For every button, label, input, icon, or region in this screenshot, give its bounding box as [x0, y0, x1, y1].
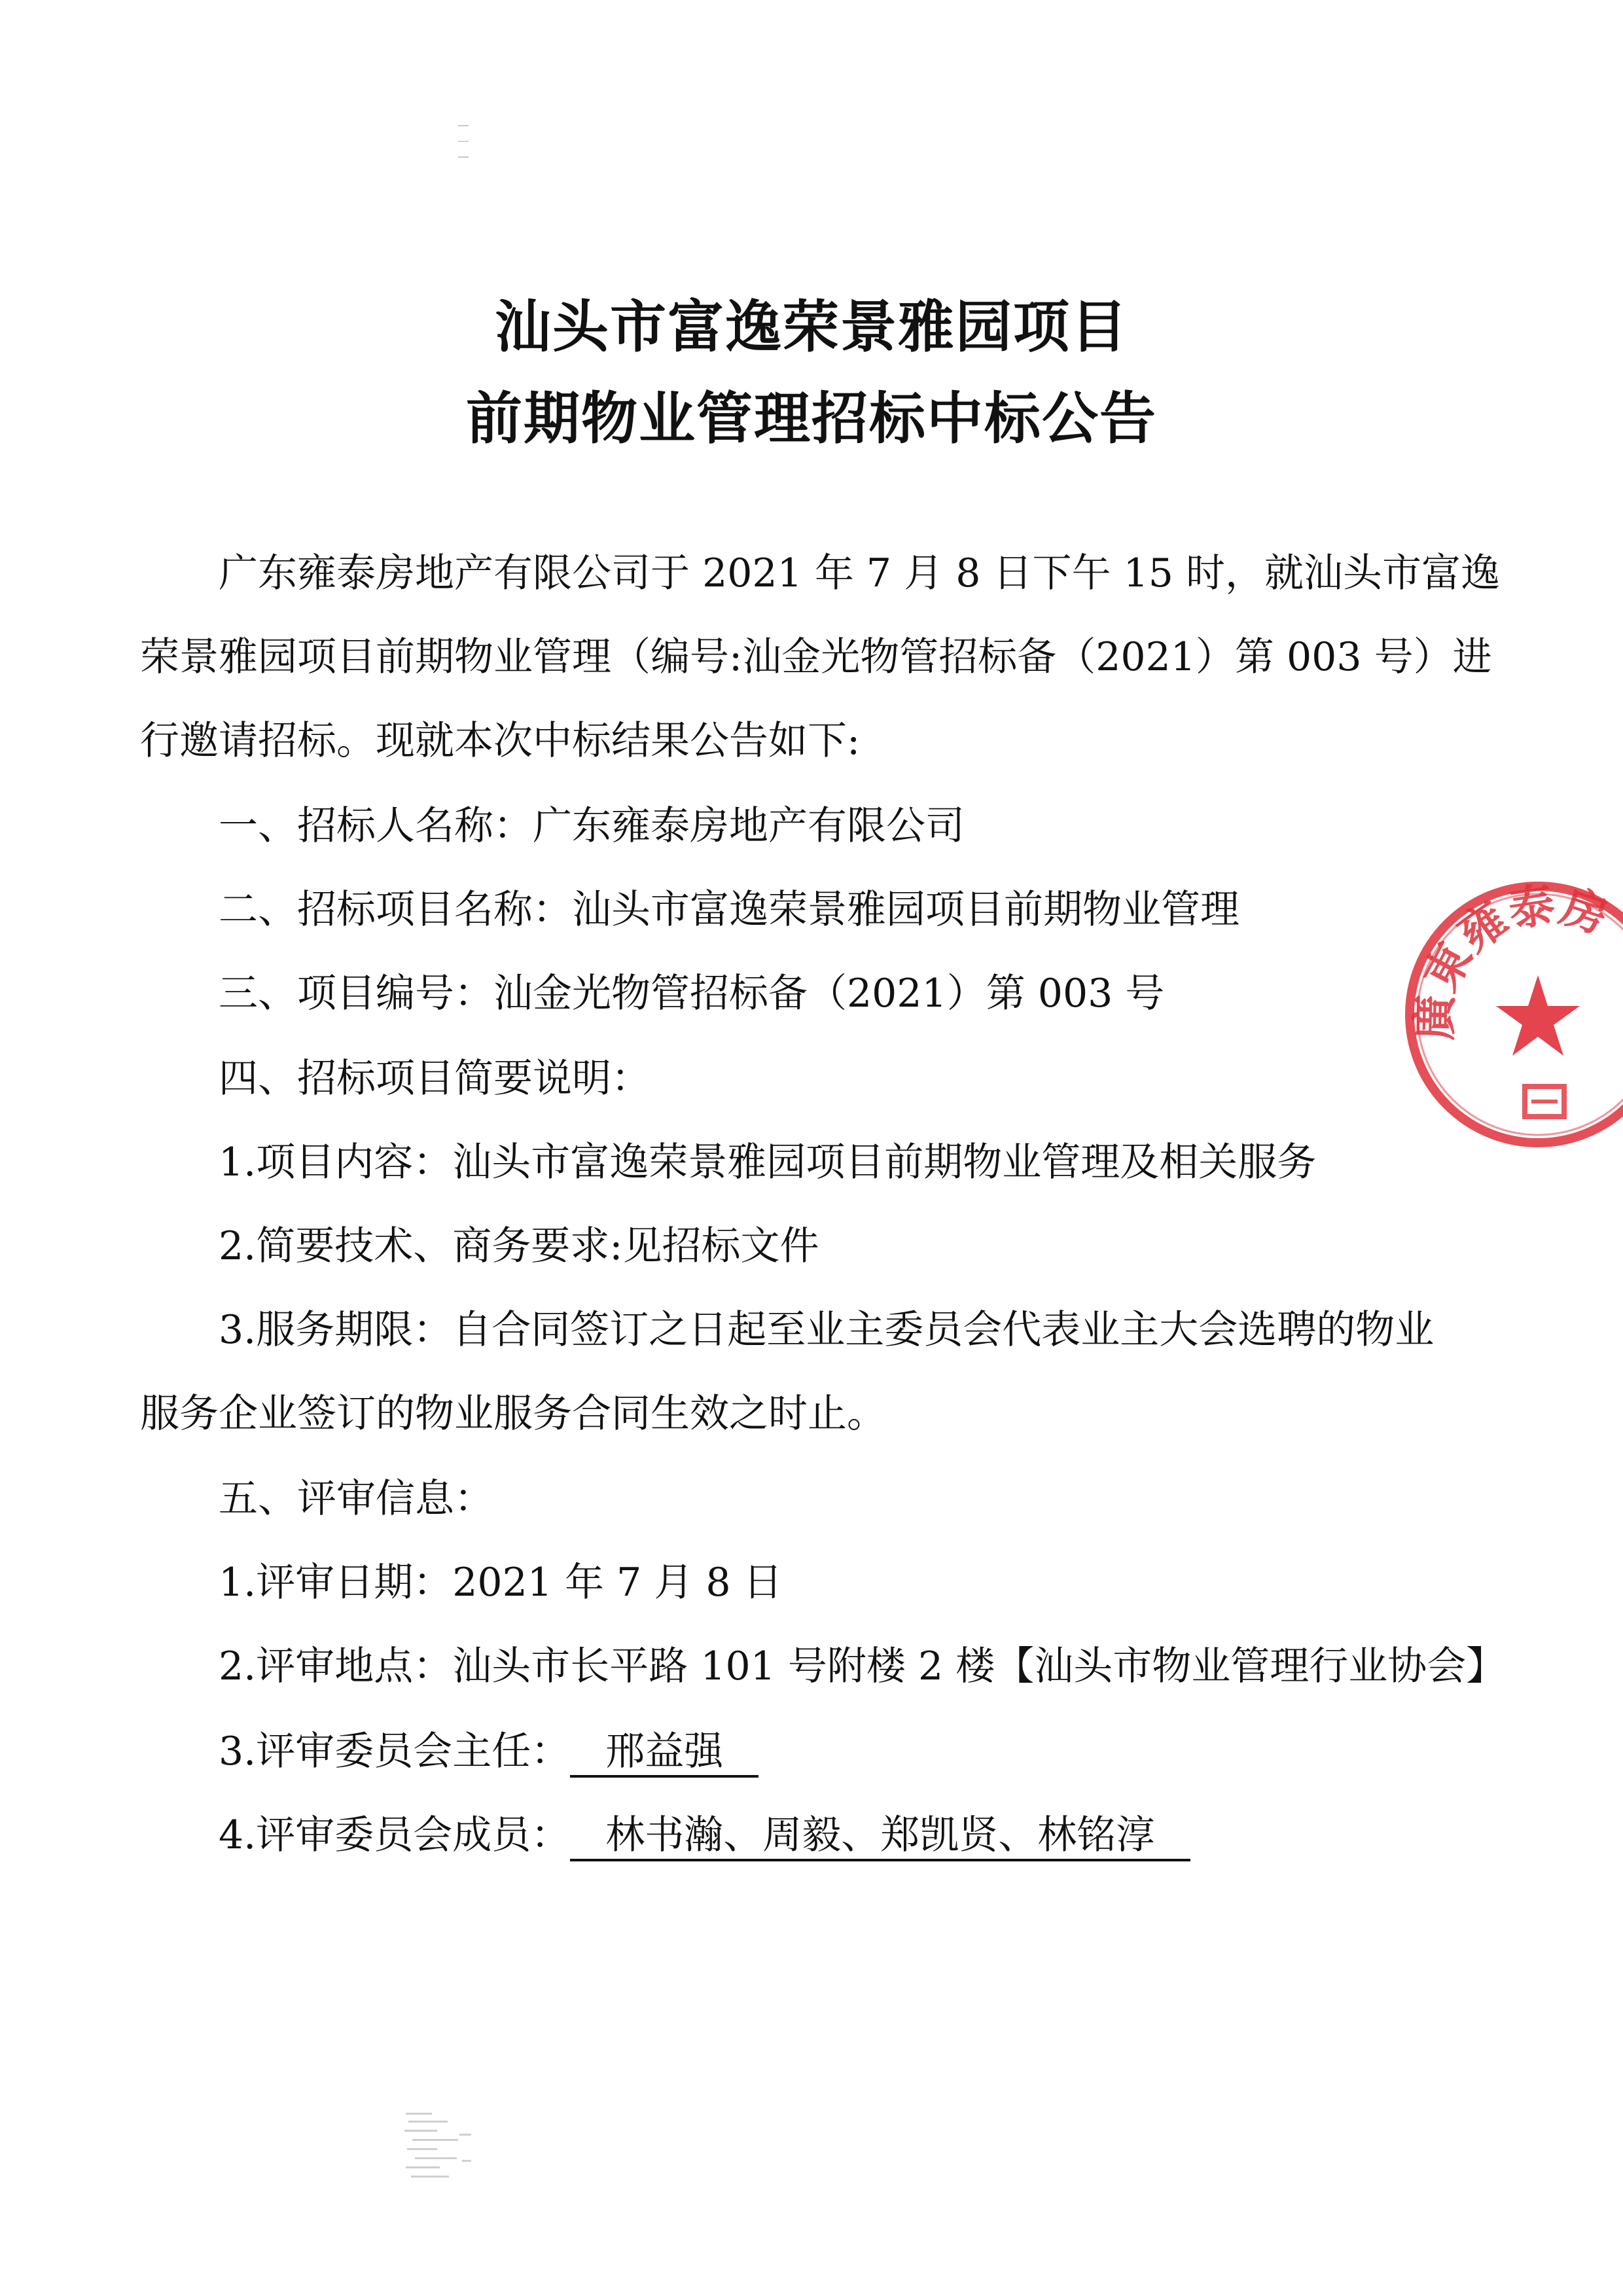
summary-heading: 四、招标项目简要说明： — [219, 1056, 651, 1102]
committee-chair-label: 3.评审委员会主任： — [219, 1729, 571, 1774]
intro-line-3: 行邀请招标。现就本次中标结果公告如下: — [140, 718, 861, 764]
scan-specks — [399, 2108, 484, 2193]
document-title-line-2: 前期物业管理招标中标公告 — [466, 386, 1157, 452]
committee-chair-name: 邢益强 — [570, 1729, 758, 1778]
intro-line-2: 荣景雅园项目前期物业管理（编号:汕金光物管招标备（2021）第 003 号）进 — [140, 634, 1492, 680]
review-place-item: 2.评审地点：汕头市长平路 101 号附楼 2 楼【汕头市物业管理行业协会】 — [219, 1643, 1506, 1689]
company-seal — [1400, 877, 1623, 1152]
committee-chair-item — [219, 1728, 1567, 1778]
project-number-item: 三、项目编号：汕金光物管招标备（2021）第 003 号 — [219, 971, 1165, 1016]
committee-members-label: 4.评审委员会成员： — [219, 1812, 571, 1858]
tenderer-item: 一、招标人名称：广东雍泰房地产有限公司 — [219, 803, 965, 849]
committee-members-names: 林书瀚、周毅、郑凯贤、林铭淳 — [570, 1813, 1190, 1861]
seal-text: 廣東雍泰房 — [1406, 877, 1615, 1041]
project-content-item: 1.项目内容：汕头市富逸荣景雅园项目前期物业管理及相关服务 — [219, 1139, 1317, 1185]
service-term-line-2: 服务企业签订的物业服务合同生效之时止。 — [140, 1391, 886, 1437]
review-date-item: 1.评审日期：2021 年 7 月 8 日 — [219, 1560, 783, 1605]
service-term-line-1: 3.服务期限：自合同签订之日起至业主委员会代表业主大会选聘的物业 — [219, 1307, 1435, 1353]
requirements-item: 2.简要技术、商务要求:见招标文件 — [219, 1223, 819, 1269]
project-name-item: 二、招标项目名称：汕头市富逸荣景雅园项目前期物业管理 — [219, 887, 1240, 933]
seal-star-icon — [1496, 975, 1580, 1056]
committee-members-item — [219, 1812, 1567, 1861]
scan-mark — [455, 122, 471, 161]
document-title-line-1: 汕头市富逸荣景雅园项目 — [495, 295, 1128, 360]
review-heading: 五、评审信息： — [219, 1476, 493, 1522]
intro-line-1: 广东雍泰房地产有限公司于 2021 年 7 月 8 日下午 15 时，就汕头市富逸 — [219, 550, 1500, 596]
